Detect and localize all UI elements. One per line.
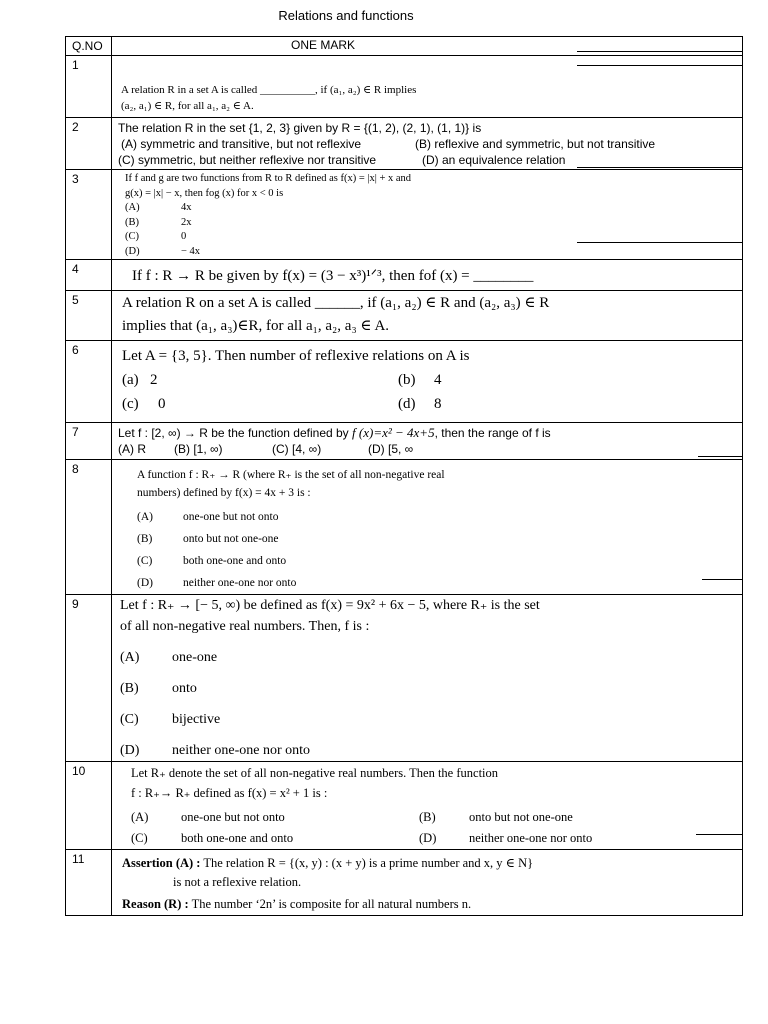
- question-text: Let R₊ denote the set of all non-negative real numbers. Then the function: [131, 766, 499, 780]
- question-row-6: [66, 341, 743, 423]
- qno: 9: [66, 595, 112, 762]
- option-d: (D) − 4x: [125, 245, 201, 257]
- question-8: [112, 460, 743, 595]
- question-text: Let f : R₊ → [− 5, ∞) be defined as f(x) = 9x² + 6x − 5, where R₊ is the set: [120, 598, 540, 613]
- question-row-7: [66, 423, 743, 460]
- option-d: (D) neither one-one nor onto: [120, 743, 311, 758]
- question-4: [112, 260, 743, 291]
- assertion-continued: is not a reflexive relation.: [173, 875, 302, 889]
- option-a: (A) one-one: [120, 650, 218, 665]
- question-10: [112, 762, 743, 850]
- option-d: (d) 8: [398, 396, 442, 412]
- options: [118, 441, 734, 457]
- option-b: (B) onto but not one-one: [419, 810, 573, 824]
- question-2: [112, 118, 743, 170]
- question-text: A relation R on a set A is called ______, if (a₁, a₂) ∈ R and (a₂, a₃) ∈ R: [122, 295, 550, 311]
- answer-line: [577, 51, 742, 52]
- formula: f (x)=x² − 4x+5: [352, 425, 435, 440]
- qno: 6: [66, 341, 112, 423]
- qno: 5: [66, 291, 112, 341]
- qno: 2: [66, 118, 112, 170]
- option-b: (B) onto but not one-one: [137, 533, 279, 545]
- question-row-10: [66, 762, 743, 850]
- document-title: Relations and functions: [278, 8, 414, 23]
- qno: 11: [66, 850, 112, 916]
- qno-header: Q.NO: [66, 37, 112, 56]
- question-text: f : R₊→ R₊ defined as f(x) = x² + 1 is :: [131, 786, 328, 800]
- question-1: [112, 56, 743, 118]
- option-c: (C) [4, ∞): [272, 442, 322, 456]
- question-11: [112, 850, 743, 916]
- question-row-8: [66, 460, 743, 595]
- question-text: numbers) defined by f(x) = 4x + 3 is :: [137, 487, 311, 499]
- question-text: A relation R in a set A is called __________, if (a₁, a₂) ∈ R implies: [121, 84, 417, 96]
- qno: 3: [66, 170, 112, 260]
- qno: 10: [66, 762, 112, 850]
- question-5: [112, 291, 743, 341]
- option-c: (C) 0: [125, 231, 187, 242]
- qno: 4: [66, 260, 112, 291]
- question-7: [112, 423, 743, 460]
- question-text: Let f : [2, ∞) → R be the function defined by f (x)=x² − 4x+5, then the range of f is: [118, 425, 551, 440]
- option-a: (A) 4x: [125, 202, 192, 213]
- question-text: A function f : R₊ → R (where R₊ is the set of all non-negative real: [137, 469, 445, 481]
- option-c: (C) both one-one and onto: [131, 831, 294, 845]
- question-text: (a₂, a₁) ∈ R, for all a₁, a₂ ∈ A.: [121, 100, 254, 112]
- option-b: (B) onto: [120, 681, 197, 696]
- question-row-9: [66, 595, 743, 762]
- option-a: (A) R: [118, 442, 146, 456]
- question-text: implies that (a₁, a₃)∈R, for all a₁, a₂, a₃ ∈ A.: [122, 318, 390, 334]
- question-row-5: [66, 291, 743, 341]
- answer-line: [577, 65, 742, 66]
- option-d: (D) an equivalence relation: [422, 153, 566, 167]
- option-a: (A) symmetric and transitive, but not reflexive: [121, 137, 362, 151]
- option-d: (D) neither one-one nor onto: [419, 831, 593, 845]
- option-b: (B) 2x: [125, 216, 192, 228]
- question-9: [112, 595, 743, 762]
- answer-line: [702, 579, 742, 580]
- question-text: of all non-negative real numbers. Then, f is :: [120, 619, 370, 634]
- option-c: (C) bijective: [120, 712, 221, 727]
- option-a: (a) 2: [122, 372, 158, 388]
- section-header: [112, 37, 743, 56]
- question-6: [112, 341, 743, 423]
- option-b: (B) reflexive and symmetric, but not transitive: [415, 137, 656, 151]
- option-c: (c) 0: [122, 396, 166, 412]
- questions-table: [65, 36, 743, 916]
- question-row-11: [66, 850, 743, 916]
- question-row-2: [66, 118, 743, 170]
- question-3: [112, 170, 743, 260]
- question-text: The relation R in the set {1, 2, 3} given by R = {(1, 2), (2, 1), (1, 1)} is: [118, 121, 482, 135]
- answer-line: [577, 242, 742, 243]
- option-d: (D) [5, ∞: [368, 442, 414, 456]
- qno: 1: [66, 56, 112, 118]
- answer-line: [696, 834, 742, 835]
- question-row-3: [66, 170, 743, 260]
- question-text: If f and g are two functions from R to R defined as f(x) = |x| + x and: [125, 173, 412, 184]
- assertion: Assertion (A) : The relation R = {(x, y) : (x + y) is a prime number and x, y ∈ N}: [122, 856, 534, 870]
- option-b: (b) 4: [398, 372, 442, 388]
- question-text: If f : R → R be given by f(x) = (3 − x³)¹ᐟ³, then fof (x) = ________: [132, 268, 534, 284]
- option-b: (B) [1, ∞): [174, 442, 223, 456]
- qno: 8: [66, 460, 112, 595]
- option-c: (C) symmetric, but neither reflexive nor transitive: [118, 153, 377, 167]
- option-a: (A) one-one but not onto: [137, 511, 279, 523]
- answer-line: [577, 167, 742, 168]
- option-d: (D) neither one-one nor onto: [137, 577, 297, 589]
- question-row-1: [66, 56, 743, 118]
- option-a: (A) one-one but not onto: [131, 810, 285, 824]
- question-text: Let A = {3, 5}. Then number of reflexive relations on A is: [122, 348, 470, 364]
- reason: Reason (R) : The number ‘2n’ is composite for all natural numbers n.: [122, 897, 472, 911]
- option-c: (C) both one-one and onto: [137, 555, 287, 567]
- qno: 7: [66, 423, 112, 460]
- question-text: g(x) = |x| − x, then fog (x) for x < 0 is: [125, 187, 284, 199]
- answer-line: [698, 456, 742, 457]
- section-label: ONE MARK: [291, 38, 356, 52]
- question-row-4: [66, 260, 743, 291]
- table-header: [66, 37, 743, 56]
